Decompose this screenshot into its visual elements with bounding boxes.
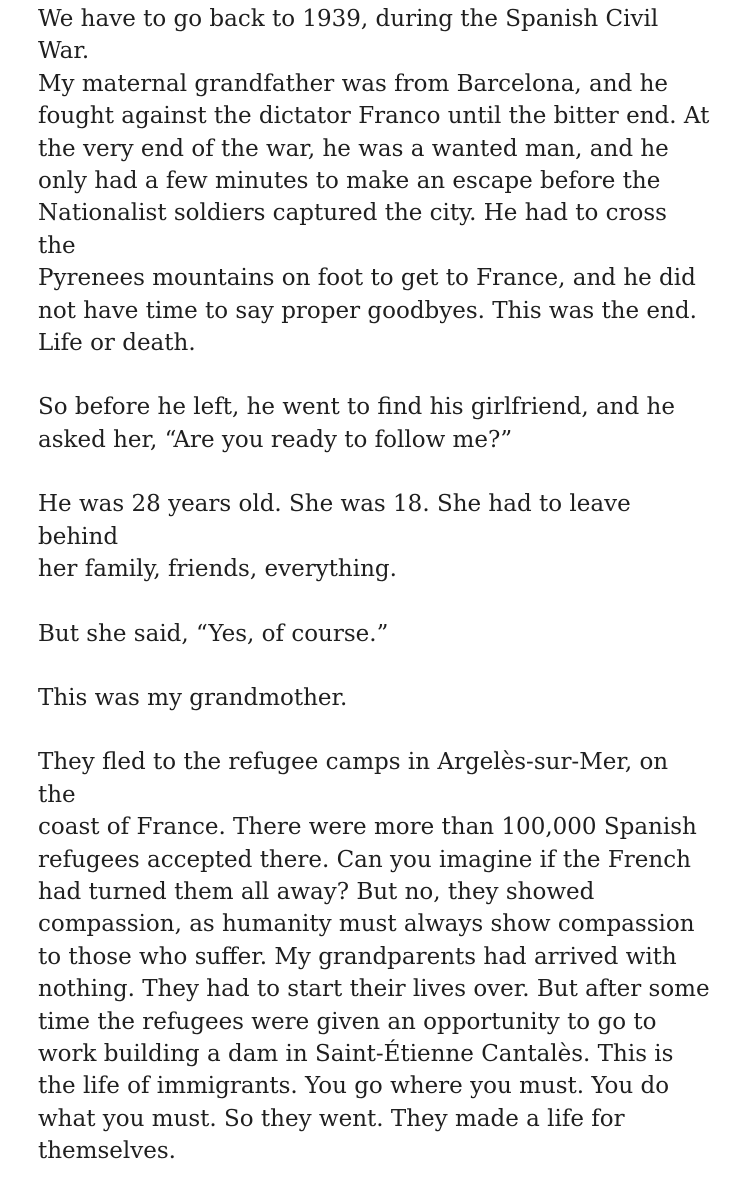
article-body — [38, 0, 710, 1200]
paragraph-1939: We have to go back to 1939, during the Spanish Civil War. My maternal grandfather was from Barcelona, and he fought against the dictator Franco until the bitter end. At the very end of the war, he was a wanted man, and he only had a few minutes to make an escape before the Nationalist soldiers captured the city. He had to cross the Pyrenees mountains on foot to get to France, and he did not have time to say proper goodbyes. This was the end. Life or death. — [38, 6, 710, 357]
paragraph-grandmother: This was my grandmother. — [38, 684, 348, 711]
paragraph-girlfriend: So before he left, he went to find his girlfriend, and he asked her, “Are you ready to follow me?” — [38, 394, 675, 453]
paragraph-refugee-camps: They fled to the refugee camps in Argelès-sur-Mer, on the coast of France. There were more than 100,000 Spanish refugees accepted there. Can you imagine if the French had turned them all away? But no, they showed compassion, as humanity must always show compassion to those who suffer. My grandparents had arrived with nothing. They had to start their lives over. But after some time the refugees were given an opportunity to go to work building a dam in Saint-Étienne Cantalès. This is the life of immigrants. You go where you must. You do what you must. So they went. They made a life for themselves. — [38, 749, 710, 1165]
paragraph-ages: He was 28 years old. She was 18. She had to leave behind her family, friends, everything. — [38, 491, 631, 583]
paragraph-yes: But she said, “Yes, of course.” — [38, 620, 389, 647]
